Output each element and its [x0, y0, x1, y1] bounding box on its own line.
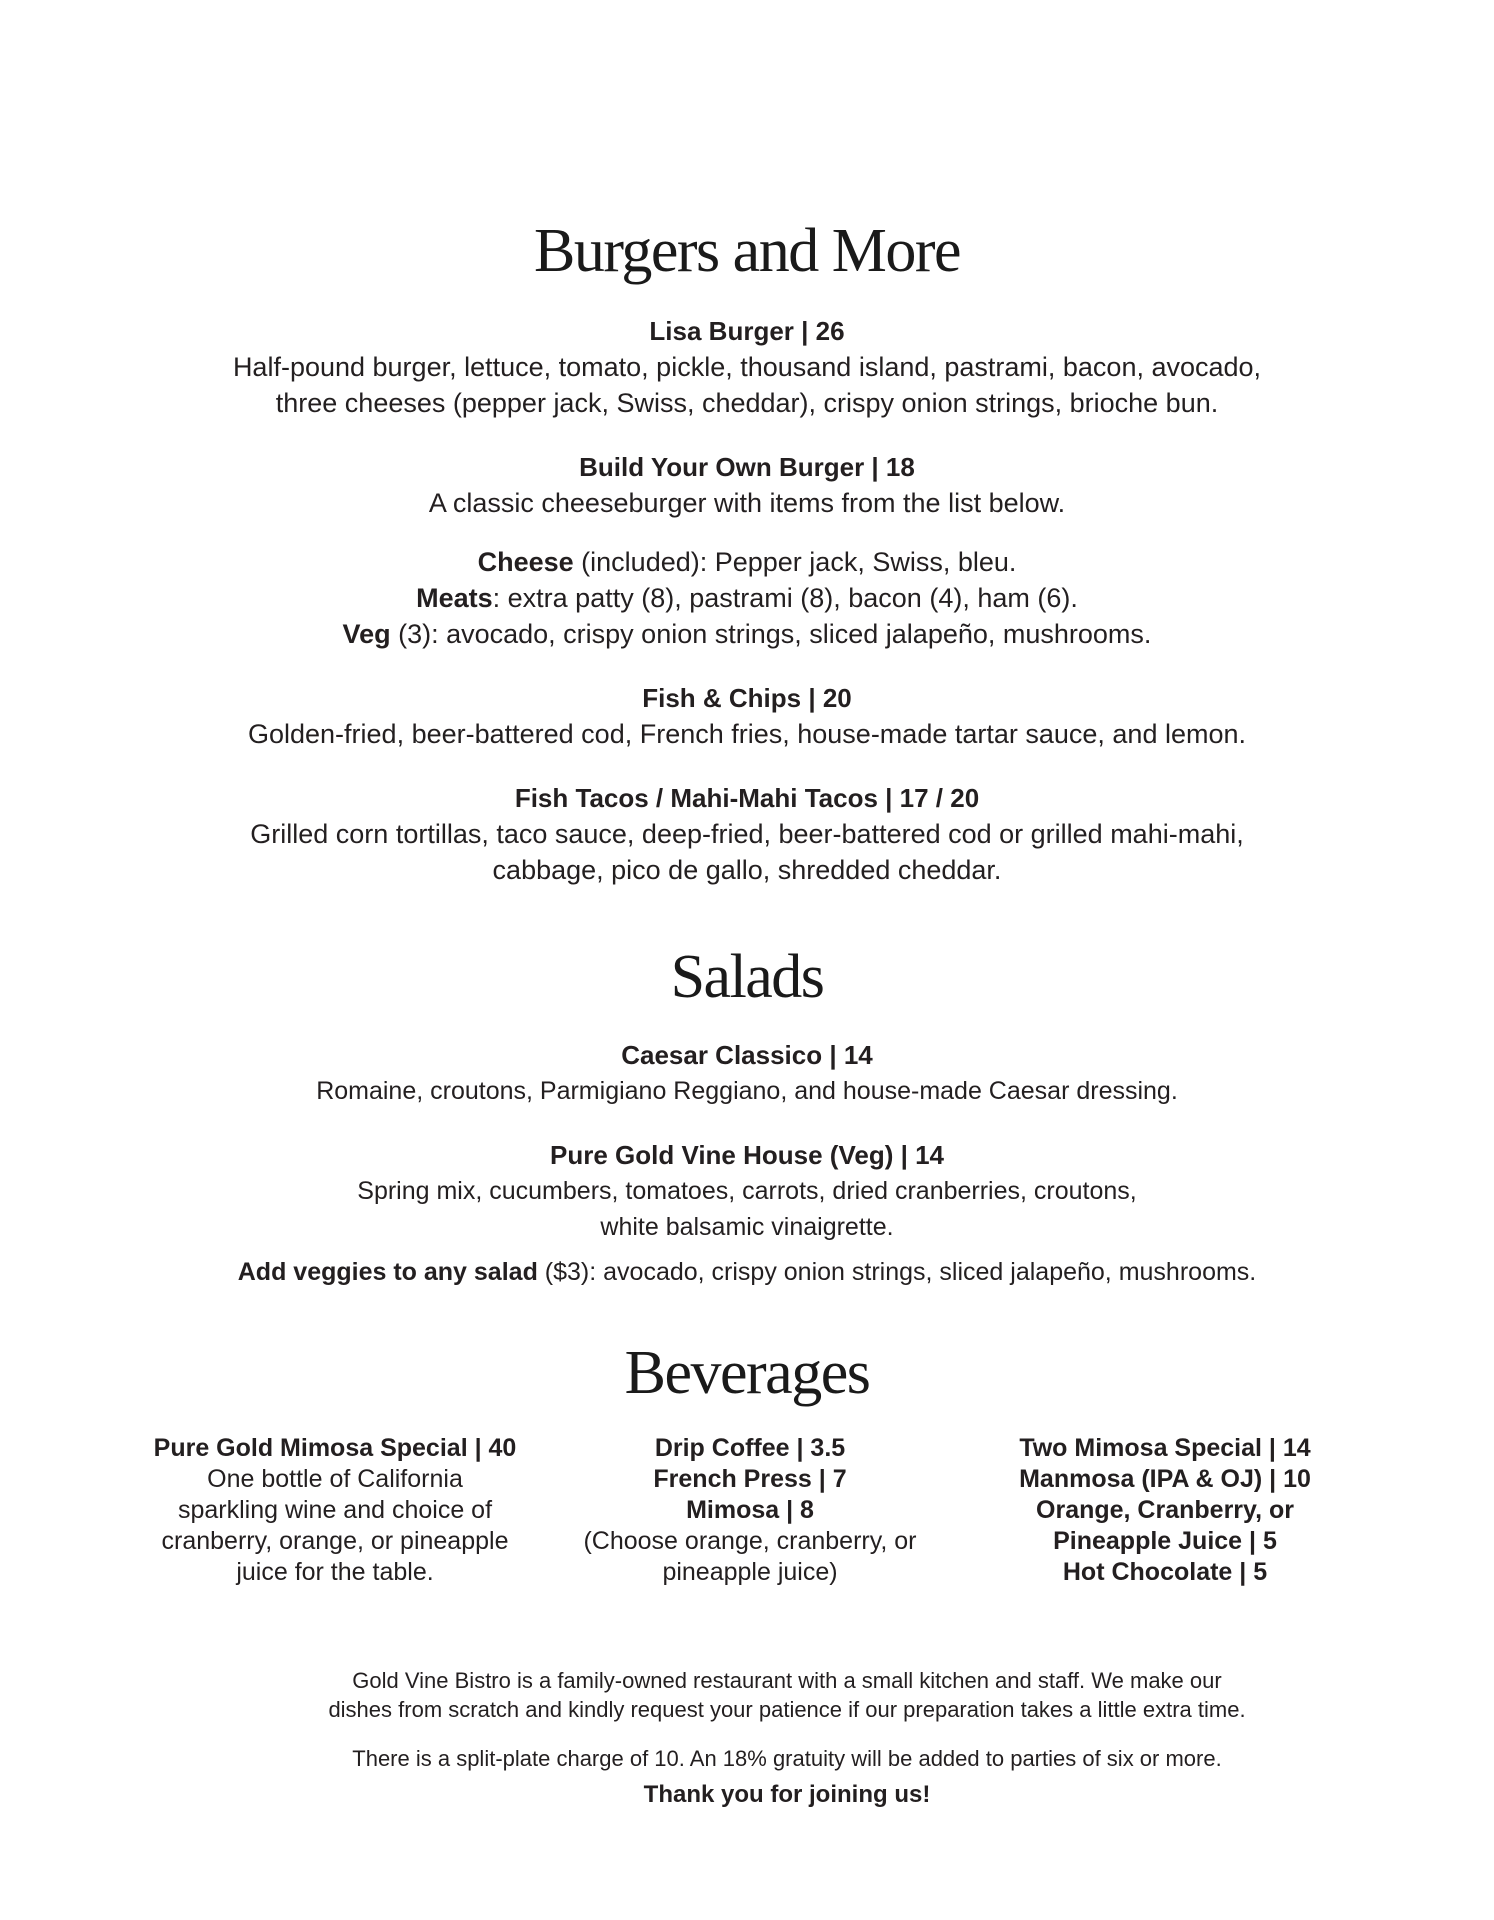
- caesar-title: Caesar Classico | 14: [621, 1040, 873, 1070]
- beverage-item: Manmosa (IPA & OJ) | 10: [1019, 1465, 1311, 1493]
- beverage-item: Pineapple Juice | 5: [1053, 1527, 1277, 1555]
- beverage-item: Orange, Cranberry, or: [1036, 1496, 1294, 1524]
- beverage-desc-line: juice for the table.: [236, 1558, 434, 1586]
- meats-text: : extra patty (8), pastrami (8), bacon (4), ham (6).: [492, 583, 1078, 613]
- salads-section-title: Salads: [670, 943, 824, 1011]
- beverage-desc-line: cranberry, orange, or pineapple: [161, 1527, 509, 1555]
- beverage-column-1: [135, 1433, 535, 1588]
- lisa-burger-desc-line2: three cheeses (pepper jack, Swiss, cheddar), crispy onion strings, brioche bun.: [275, 388, 1219, 418]
- cheese-text: (included): Pepper jack, Swiss, bleu.: [573, 547, 1017, 577]
- veg-label: Veg: [342, 619, 391, 649]
- cheese-label: Cheese: [477, 547, 574, 577]
- meats-options: [0, 580, 1494, 616]
- salad-addon-text: ($3): avocado, crispy onion strings, sliced jalapeño, mushrooms.: [537, 1258, 1257, 1286]
- veg-options: [0, 616, 1494, 652]
- salad-addon-label: Add veggies to any salad: [237, 1258, 538, 1286]
- beverage-desc-line: (Choose orange, cranberry, or: [583, 1527, 917, 1555]
- beverage-item: Hot Chocolate | 5: [1062, 1558, 1268, 1586]
- lisa-burger-title: Lisa Burger | 26: [649, 316, 845, 346]
- tacos-desc-line1: Grilled corn tortillas, taco sauce, deep-fried, beer-battered cod or grilled mahi-mahi,: [250, 819, 1244, 849]
- beverage-item: Two Mimosa Special | 14: [1019, 1434, 1311, 1462]
- house-salad-desc-line1: Spring mix, cucumbers, tomatoes, carrots, dried cranberries, croutons,: [357, 1177, 1137, 1205]
- fish-chips-title: Fish & Chips | 20: [642, 683, 852, 713]
- caesar-desc: Romaine, croutons, Parmigiano Reggiano, and house-made Caesar dressing.: [316, 1077, 1178, 1105]
- beverage-desc-line: sparkling wine and choice of: [177, 1496, 493, 1524]
- beverages-section-title: Beverages: [624, 1339, 870, 1407]
- beverage-item: Mimosa | 8: [686, 1496, 814, 1524]
- veg-text: (3): avocado, crispy onion strings, sliced jalapeño, mushrooms.: [390, 619, 1152, 649]
- lisa-burger-desc-line1: Half-pound burger, lettuce, tomato, pickle, thousand island, pastrami, bacon, avocado,: [232, 352, 1262, 382]
- mimosa-special-title: Pure Gold Mimosa Special | 40: [153, 1434, 517, 1462]
- fish-chips-desc: Golden-fried, beer-battered cod, French fries, house-made tartar sauce, and lemon.: [247, 719, 1247, 749]
- house-salad-desc-line2: white balsamic vinaigrette.: [600, 1213, 894, 1241]
- meats-label: Meats: [416, 583, 493, 613]
- beverage-desc-line: One bottle of California: [207, 1465, 463, 1493]
- beverage-column-3: [965, 1433, 1365, 1588]
- byo-burger-desc: A classic cheeseburger with items from the list below.: [428, 488, 1066, 518]
- beverage-column-2: [550, 1433, 950, 1588]
- tacos-desc-line2: cabbage, pico de gallo, shredded cheddar.: [492, 855, 1002, 885]
- burgers-section-title: Burgers and More: [534, 217, 960, 285]
- beverage-item: French Press | 7: [653, 1465, 847, 1493]
- cheese-options: [0, 544, 1494, 580]
- house-salad-title: Pure Gold Vine House (Veg) | 14: [549, 1140, 944, 1170]
- beverage-item: Drip Coffee | 3.5: [654, 1434, 846, 1462]
- beverage-desc-line: pineapple juice): [662, 1558, 838, 1586]
- footer-note-line1: Gold Vine Bistro is a family-owned restaurant with a small kitchen and staff. We make our: [352, 1668, 1222, 1693]
- footer-charge-note: There is a split-plate charge of 10. An 18% gratuity will be added to parties of six or more.: [352, 1746, 1222, 1771]
- byo-burger-title: Build Your Own Burger | 18: [579, 452, 915, 482]
- footer-thanks: Thank you for joining us!: [643, 1781, 931, 1808]
- salad-addon: [0, 1254, 1494, 1290]
- footer-note-line2: dishes from scratch and kindly request your patience if our preparation takes a little extra time.: [328, 1697, 1246, 1722]
- tacos-title: Fish Tacos / Mahi-Mahi Tacos | 17 / 20: [514, 783, 980, 813]
